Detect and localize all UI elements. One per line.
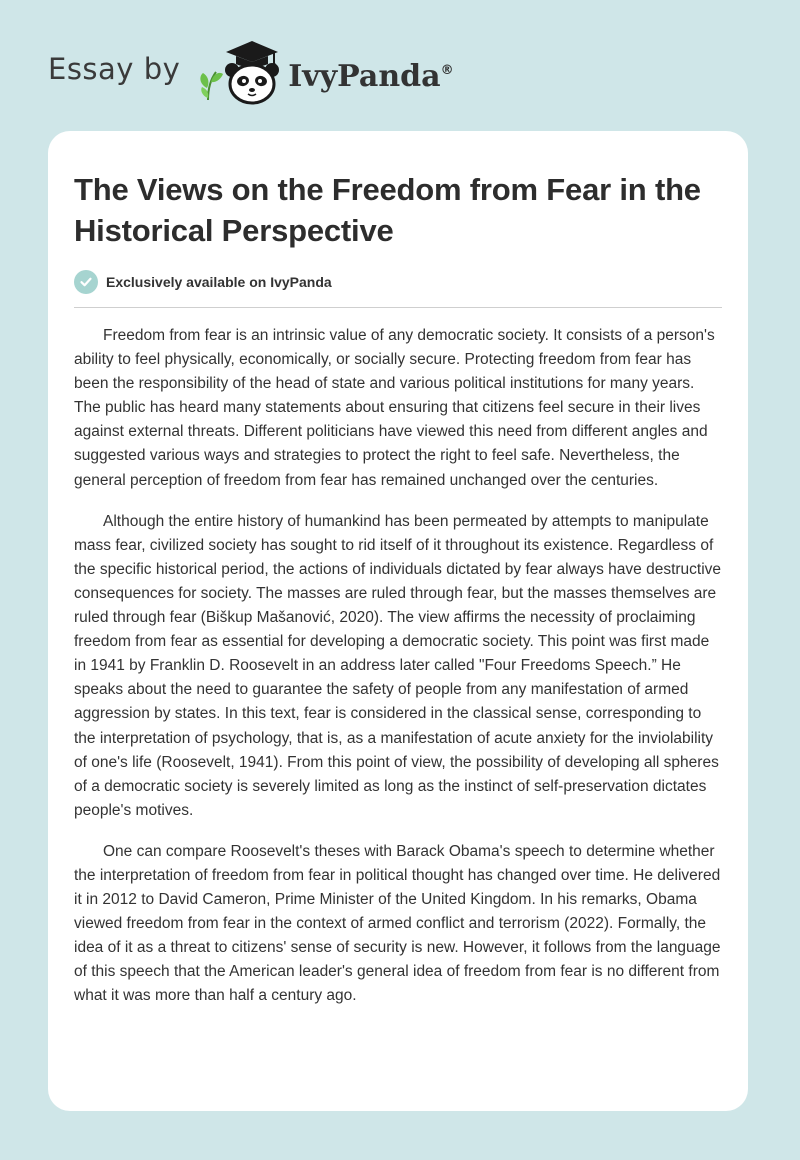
title-divider — [74, 307, 722, 308]
paragraph-3: One can compare Roosevelt's theses with Barack Obama's speech to determine whether the interpretation of freedom from fear in political thought has changed over time. He delivered it in 2012 to David Cameron, Prime Minister of the United Kingdom. In his remarks, Obama viewed freedom from fear in the context of armed conflict and terrorism (2022). Formally, the idea of it as a threat to citizens' sense of security is new. However, it follows from the language of this speech that the American leader's general idea of freedom from fear is no different from what it was more than half a century ago. — [74, 842, 721, 1005]
essay-card — [48, 131, 748, 1111]
essay-body — [74, 324, 722, 1009]
panda-graduate-icon[interactable] — [194, 38, 284, 108]
essay-title: The Views on the Freedom from Fear in the Historical Perspective — [74, 172, 701, 248]
essay-by-label: Essay by — [48, 52, 181, 86]
check-circle-icon — [74, 270, 98, 294]
registered-mark: ® — [440, 62, 454, 78]
paragraph-2: Although the entire history of humankind has been permeated by attempts to manipulate mass fear, civilized society has sought to rid itself of it throughout its existence. Regardless of the specific historical period, the actions of individuals dictated by fear always have destructive consequences for society. The masses are ruled through fear, but the masses themselves are ruled through fear (Biškup Mašanović, 2020). The view affirms the necessity of proclaiming freedom from fear as essential for developing a democratic society. This point was first made in 1941 by Franklin D. Roosevelt in an address later called "Four Freedoms Speech.” He speaks about the need to guarantee the safety of people from any manifestation of armed aggression by states. In this text, fear is considered in the classical sense, corresponding to the interpretation of psychology, that is, as a manifestation of acute anxiety for the inviolability of one's life (Roosevelt, 1941). From this point of view, the possibility of developing all spheres of a democratic society is severely limited as long as the instinct of self-preservation dictates people's motives. — [74, 512, 722, 819]
exclusive-label: Exclusively available on IvyPanda — [106, 274, 332, 290]
brand-name: IvyPanda — [288, 58, 441, 94]
brand-logo-text[interactable] — [288, 59, 453, 94]
exclusive-badge — [74, 270, 722, 294]
site-header — [48, 38, 454, 108]
paragraph-1: Freedom from fear is an intrinsic value of any democratic society. It consists of a person's ability to feel physically, economically, or socially secure. Protecting freedom from fear has been the responsibility of the head of state and various political institutions for many years. The public has heard many statements about ensuring that citizens feel secure in their lives against external threats. Different politicians have viewed this need from different angles and suggested various ways and strategies to protect the right to feel safe. Nevertheless, the general perception of freedom from fear has remained unchanged over the centuries. — [74, 327, 715, 489]
